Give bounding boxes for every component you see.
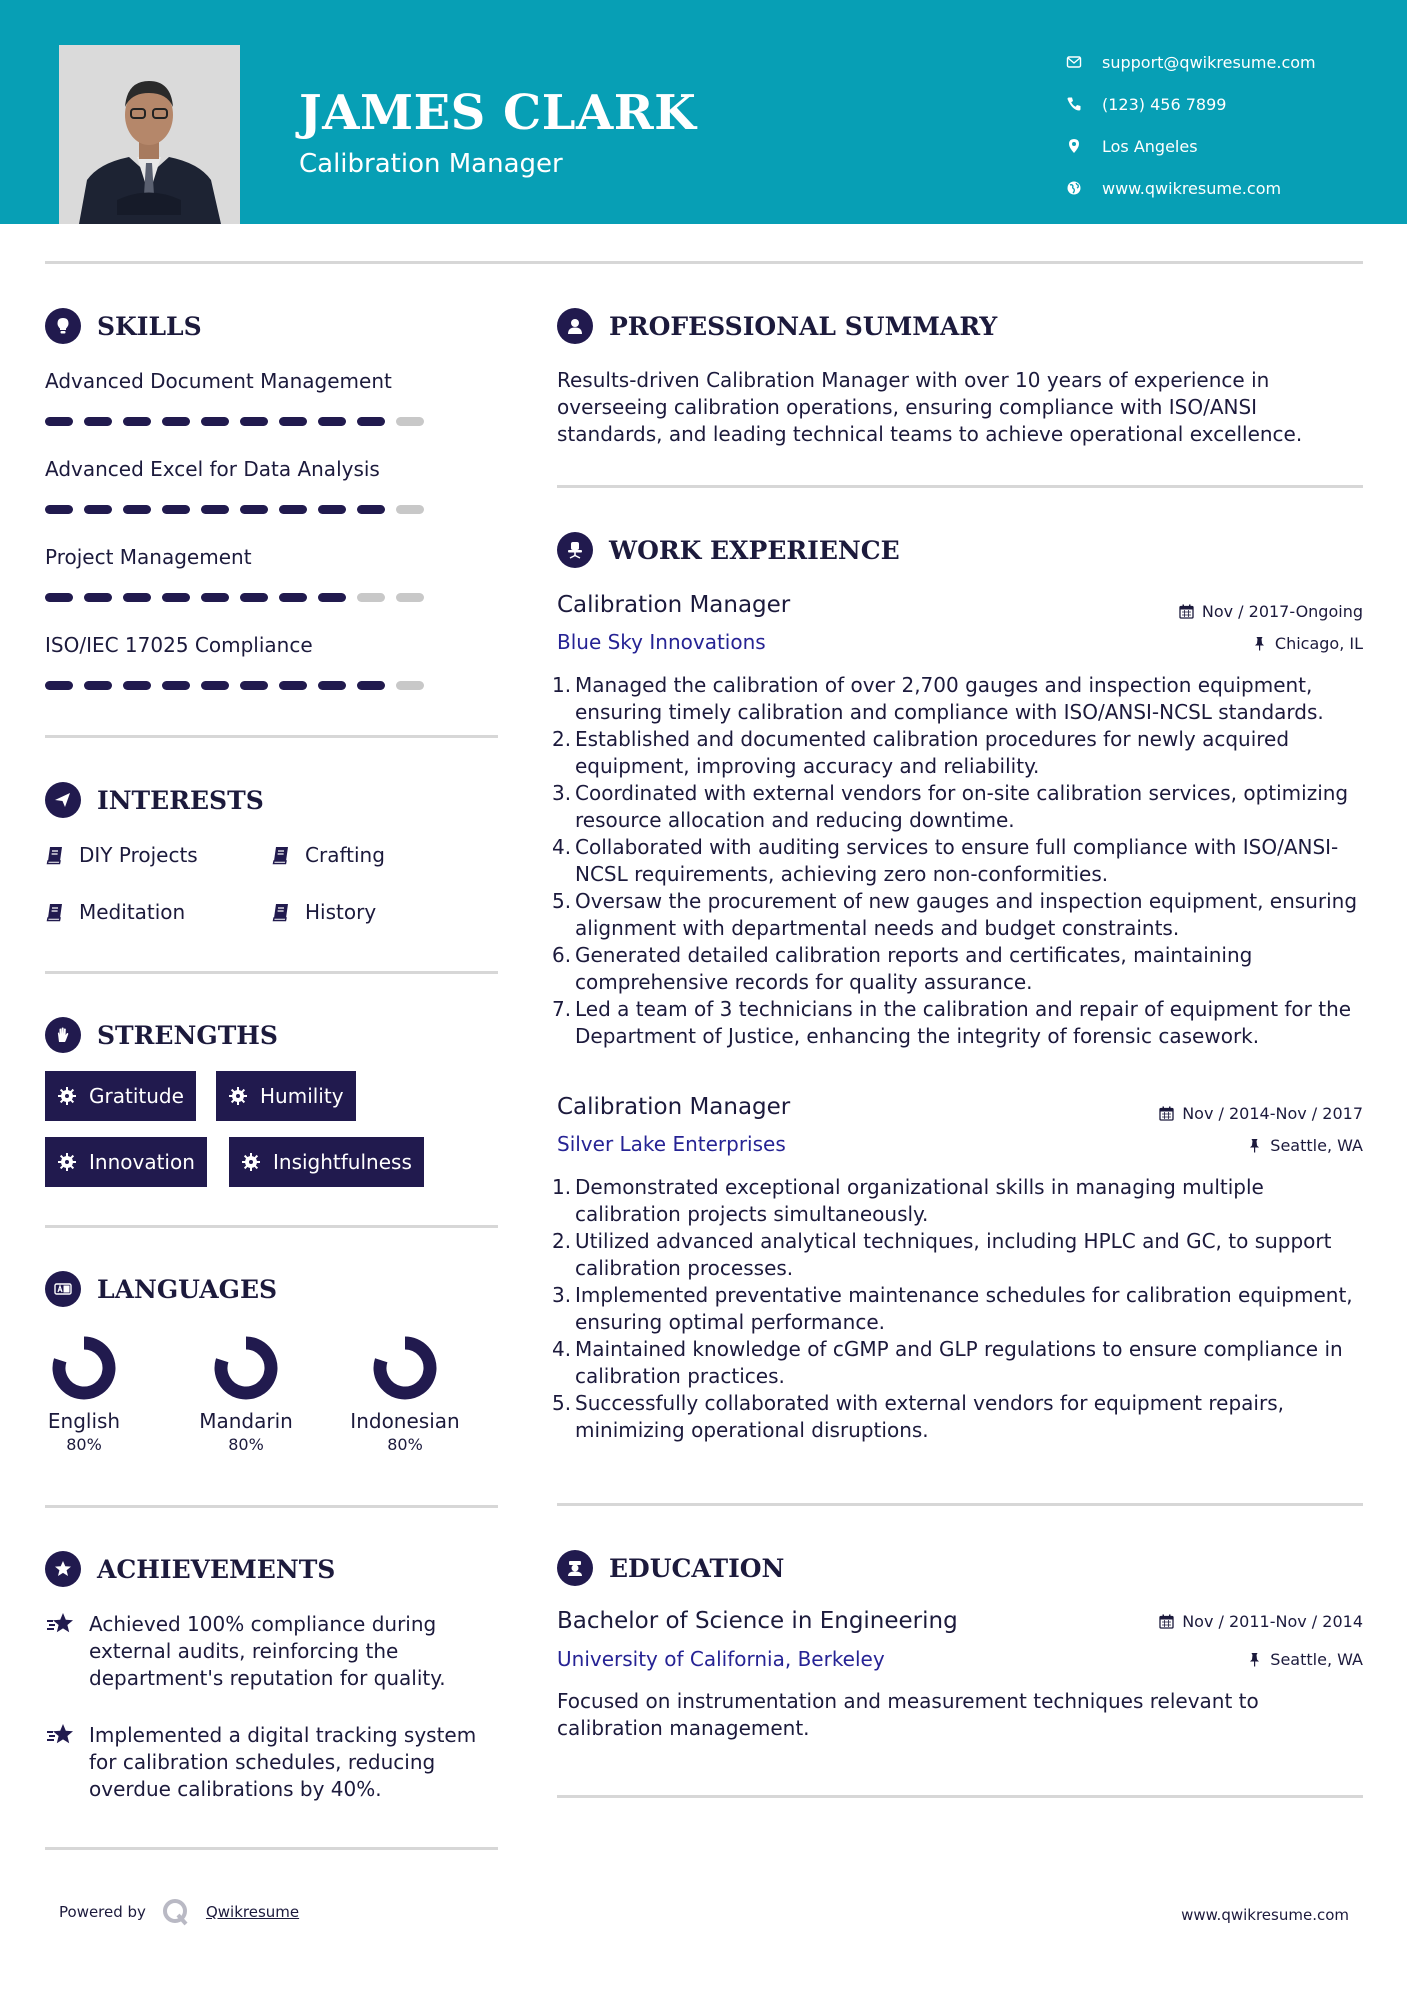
job-responsibilities xyxy=(552,672,1365,1050)
skill-label: Project Management xyxy=(45,545,252,569)
gear-icon xyxy=(57,1086,77,1106)
rating-dot-filled xyxy=(279,505,307,514)
rating-dot-filled xyxy=(162,681,190,690)
achievements-title: ACHIEVEMENTS xyxy=(97,1554,336,1584)
pushpin-icon xyxy=(1252,636,1267,651)
footer-website[interactable]: www.qwikresume.com xyxy=(1181,1906,1349,1924)
interest-item xyxy=(271,900,376,924)
work-title: WORK EXPERIENCE xyxy=(609,535,900,565)
rating-dot-filled xyxy=(279,417,307,426)
job-company: Blue Sky Innovations xyxy=(557,630,766,654)
list-item: 5. Oversaw the procurement of new gauges and inspection equipment, ensuring alignment with departmental needs and budget constraints. xyxy=(552,889,1358,940)
education-title: EDUCATION xyxy=(609,1553,785,1583)
rating-dot-filled xyxy=(318,505,346,514)
skills-divider xyxy=(45,735,498,738)
list-item: 2. Established and documented calibration procedures for newly acquired equipment, improving accuracy and reliability. xyxy=(552,727,1290,778)
strength-chip xyxy=(45,1071,196,1121)
languages-heading xyxy=(45,1271,277,1307)
achievements-heading xyxy=(45,1551,335,1587)
gear-icon xyxy=(57,1152,77,1172)
rating-dot-filled xyxy=(318,417,346,426)
list-item: 2. Utilized advanced analytical techniques, including HPLC and GC, to support calibration processes. xyxy=(552,1229,1332,1280)
contact-location xyxy=(1064,125,1316,167)
rating-dot-empty xyxy=(396,681,424,690)
degree-title: Bachelor of Science in Engineering xyxy=(557,1608,958,1634)
education-dates-text: Nov / 2011-Nov / 2014 xyxy=(1182,1612,1363,1631)
rating-dot-filled xyxy=(84,593,112,602)
list-item: 1. Demonstrated exceptional organizational skills in managing multiple calibration projects simultaneously. xyxy=(552,1175,1264,1226)
language-percent: 80% xyxy=(387,1435,423,1454)
star-badge-icon xyxy=(45,1551,81,1587)
contact-email-text: support@qwikresume.com xyxy=(1102,52,1316,72)
candidate-name: JAMES CLARK xyxy=(299,85,697,141)
interest-item xyxy=(271,843,385,867)
strength-label: Insightfulness xyxy=(273,1150,412,1174)
rating-dot-filled xyxy=(162,593,190,602)
strengths-title: STRENGTHS xyxy=(97,1020,278,1050)
interest-item xyxy=(45,900,185,924)
contact-website-text: www.qwikresume.com xyxy=(1102,178,1282,198)
job-dates xyxy=(1179,602,1363,621)
work-heading xyxy=(557,532,900,568)
rating-dot-filled xyxy=(45,417,73,426)
skill-rating xyxy=(45,417,435,426)
skill-rating xyxy=(45,681,435,690)
achievement-text: Implemented a digital tracking system for calibration schedules, reducing overdue calibrations by 40%. xyxy=(89,1723,477,1801)
list-item: 4. Maintained knowledge of cGMP and GLP regulations to ensure compliance in calibration practices. xyxy=(552,1337,1343,1388)
rating-dot-filled xyxy=(123,505,151,514)
work-divider xyxy=(557,1503,1363,1506)
skill-rating xyxy=(45,593,435,602)
map-pin-icon xyxy=(1064,136,1084,156)
book-icon xyxy=(45,902,65,922)
job-location xyxy=(1252,634,1363,653)
envelope-icon xyxy=(1064,52,1084,72)
language-progress-arc xyxy=(59,1343,109,1393)
list-item: 3. Implemented preventative maintenance schedules for calibration equipment, ensuring optimal performance. xyxy=(552,1283,1353,1334)
list-item: 4. Collaborated with auditing services to ensure full compliance with ISO/ANSI-NCSL requirements, achieving zero non-conformities. xyxy=(552,835,1339,886)
job-location xyxy=(1247,1136,1363,1155)
candidate-title: Calibration Manager xyxy=(299,149,563,179)
calendar-icon xyxy=(1159,1106,1174,1121)
contact-phone-text: (123) 456 7899 xyxy=(1102,94,1227,114)
strengths-heading xyxy=(45,1017,278,1053)
calendar-icon xyxy=(1159,1614,1174,1629)
list-item: 7. Led a team of 3 technicians in the calibration and repair of equipment for the Department of Justice, enhancing the integrity of forensic casework. xyxy=(552,997,1352,1048)
rating-dot-empty xyxy=(357,593,385,602)
job-company: Silver Lake Enterprises xyxy=(557,1132,786,1156)
rating-dot-filled xyxy=(240,505,268,514)
education-dates xyxy=(1159,1612,1363,1631)
language-percent: 80% xyxy=(66,1435,102,1454)
list-item: 1. Managed the calibration of over 2,700 gauges and inspection equipment, ensuring timely calibration and compliance with ISO/ANSI-NCSL standards. xyxy=(552,673,1324,724)
language-name: Indonesian xyxy=(350,1409,460,1433)
rating-dot-empty xyxy=(396,505,424,514)
rating-dot-filled xyxy=(123,681,151,690)
rating-dot-filled xyxy=(240,417,268,426)
summary-title: PROFESSIONAL SUMMARY xyxy=(609,311,998,341)
rating-dot-filled xyxy=(201,593,229,602)
rating-dot-filled xyxy=(201,417,229,426)
rating-dot-filled xyxy=(240,593,268,602)
language-progress-arc xyxy=(221,1343,271,1393)
rating-dot-filled xyxy=(357,505,385,514)
office-chair-icon xyxy=(557,532,593,568)
contact-location-text: Los Angeles xyxy=(1102,136,1198,156)
interest-label: History xyxy=(305,900,377,924)
rating-dot-filled xyxy=(162,505,190,514)
language-progress-arc xyxy=(380,1343,430,1393)
skill-label: Advanced Excel for Data Analysis xyxy=(45,457,380,481)
contact-website[interactable] xyxy=(1064,167,1316,209)
rating-dot-filled xyxy=(318,593,346,602)
rating-dot-filled xyxy=(240,681,268,690)
interests-heading xyxy=(45,782,264,818)
achievement-text: Achieved 100% compliance during external audits, reinforcing the department's reputation for quality. xyxy=(89,1612,446,1690)
interest-label: DIY Projects xyxy=(79,843,198,867)
qwikresume-logo-icon xyxy=(161,1897,191,1927)
skill-label: ISO/IEC 17025 Compliance xyxy=(45,633,313,657)
rating-dot-filled xyxy=(201,681,229,690)
education-heading xyxy=(557,1550,784,1586)
star-icon xyxy=(45,1611,77,1637)
rating-dot-filled xyxy=(45,505,73,514)
education-description: Focused on instrumentation and measurement techniques relevant to calibration management. xyxy=(557,1689,1259,1740)
interest-label: Meditation xyxy=(79,900,186,924)
rating-dot-filled xyxy=(123,593,151,602)
education-location xyxy=(1247,1650,1363,1669)
calendar-icon xyxy=(1179,604,1194,619)
top-divider xyxy=(45,261,1363,264)
rating-dot-filled xyxy=(201,505,229,514)
gear-icon xyxy=(241,1152,261,1172)
language-progress-ring xyxy=(49,1333,119,1403)
phone-icon xyxy=(1064,94,1084,114)
strength-label: Innovation xyxy=(89,1150,195,1174)
skills-heading xyxy=(45,308,202,344)
pushpin-icon xyxy=(1247,1138,1262,1153)
profile-photo xyxy=(59,45,240,224)
job-location-text: Seattle, WA xyxy=(1270,1136,1363,1155)
list-item: 3. Coordinated with external vendors for on-site calibration services, optimizing resource allocation and reducing downtime. xyxy=(552,781,1349,832)
book-icon xyxy=(271,845,291,865)
rating-dot-filled xyxy=(162,417,190,426)
header-banner xyxy=(0,0,1407,224)
strengths-divider xyxy=(45,1225,498,1228)
job-location-text: Chicago, IL xyxy=(1274,634,1363,653)
rating-dot-filled xyxy=(45,593,73,602)
job-title: Calibration Manager xyxy=(557,592,791,618)
strength-chip xyxy=(45,1137,207,1187)
strength-label: Humility xyxy=(260,1084,344,1108)
skills-title: SKILLS xyxy=(97,311,202,341)
interests-title: INTERESTS xyxy=(97,785,264,815)
rating-dot-filled xyxy=(123,417,151,426)
achievements-divider xyxy=(45,1847,498,1850)
strength-chip xyxy=(216,1071,356,1121)
education-divider xyxy=(557,1795,1363,1798)
globe-icon xyxy=(1064,178,1084,198)
paper-plane-icon xyxy=(45,782,81,818)
summary-heading xyxy=(557,308,997,344)
summary-divider xyxy=(557,485,1363,488)
lightbulb-icon xyxy=(45,308,81,344)
education-location-text: Seattle, WA xyxy=(1270,1650,1363,1669)
interest-item xyxy=(45,843,198,867)
language-progress-ring xyxy=(370,1333,440,1403)
languages-title: LANGUAGES xyxy=(97,1274,278,1304)
rating-dot-empty xyxy=(396,593,424,602)
powered-by-text: Powered by xyxy=(59,1903,146,1921)
star-icon xyxy=(45,1722,77,1748)
book-icon xyxy=(271,902,291,922)
language-item xyxy=(345,1333,465,1454)
hand-icon xyxy=(45,1017,81,1053)
list-item: 6. Generated detailed calibration reports and certificates, maintaining comprehensive records for quality assurance. xyxy=(552,943,1253,994)
job-responsibilities xyxy=(552,1174,1365,1444)
school-name: University of California, Berkeley xyxy=(557,1647,885,1671)
user-icon xyxy=(557,308,593,344)
contact-phone[interactable] xyxy=(1064,83,1316,125)
language-percent: 80% xyxy=(228,1435,264,1454)
language-item xyxy=(186,1333,306,1454)
list-item: 5. Successfully collaborated with external vendors for equipment repairs, minimizing operational disruptions. xyxy=(552,1391,1284,1442)
job-dates-text: Nov / 2014-Nov / 2017 xyxy=(1182,1104,1363,1123)
rating-dot-filled xyxy=(318,681,346,690)
language-name: Mandarin xyxy=(199,1409,293,1433)
achievement-item xyxy=(45,1611,509,1692)
achievement-item xyxy=(45,1722,509,1803)
footer-credit xyxy=(59,1897,299,1927)
book-icon xyxy=(45,845,65,865)
job-dates xyxy=(1159,1104,1363,1123)
language-progress-ring xyxy=(211,1333,281,1403)
interest-label: Crafting xyxy=(305,843,385,867)
rating-dot-filled xyxy=(84,681,112,690)
pushpin-icon xyxy=(1247,1652,1262,1667)
language-icon xyxy=(45,1271,81,1307)
job-title: Calibration Manager xyxy=(557,1094,791,1120)
graduate-icon xyxy=(557,1550,593,1586)
summary-text: Results-driven Calibration Manager with over 10 years of experience in overseeing calibration operations, ensuring compliance with ISO/ANSI standards, and leading technical teams to achieve operational excellence. xyxy=(557,368,1303,446)
skill-rating xyxy=(45,505,435,514)
rating-dot-filled xyxy=(279,593,307,602)
job-dates-text: Nov / 2017-Ongoing xyxy=(1201,602,1363,621)
rating-dot-empty xyxy=(396,417,424,426)
languages-divider xyxy=(45,1505,498,1508)
rating-dot-filled xyxy=(357,681,385,690)
brand-link[interactable]: Qwikresume xyxy=(205,1903,300,1921)
contact-email[interactable] xyxy=(1064,41,1316,83)
language-item xyxy=(24,1333,144,1454)
gear-icon xyxy=(228,1086,248,1106)
interests-divider xyxy=(45,971,498,974)
strength-chip xyxy=(229,1137,424,1187)
rating-dot-filled xyxy=(279,681,307,690)
contact-list xyxy=(1064,41,1316,209)
language-name: English xyxy=(47,1409,121,1433)
rating-dot-filled xyxy=(45,681,73,690)
rating-dot-filled xyxy=(84,505,112,514)
rating-dot-filled xyxy=(84,417,112,426)
rating-dot-filled xyxy=(357,417,385,426)
strength-label: Gratitude xyxy=(89,1084,184,1108)
skill-label: Advanced Document Management xyxy=(45,369,392,393)
